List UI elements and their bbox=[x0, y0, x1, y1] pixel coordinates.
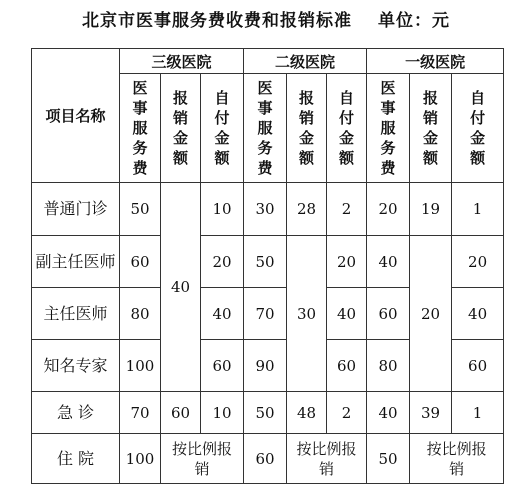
cell: 60 bbox=[201, 340, 244, 392]
cell: 40 bbox=[452, 288, 504, 340]
cell: 90 bbox=[244, 340, 287, 392]
table-row bbox=[32, 236, 504, 288]
reimburse-header: 报 销 金 额 bbox=[410, 74, 452, 183]
table-row bbox=[32, 392, 504, 434]
fee-table bbox=[31, 48, 504, 484]
cell: 20 bbox=[201, 236, 244, 288]
cell: 10 bbox=[201, 183, 244, 236]
cell: 40 bbox=[367, 236, 410, 288]
cell: 19 bbox=[410, 183, 452, 236]
row-name: 普通门诊 bbox=[32, 183, 120, 236]
reimburse-header: 报 销 金 额 bbox=[161, 74, 201, 183]
page-title bbox=[0, 6, 532, 31]
cell: 50 bbox=[367, 434, 410, 484]
merged-cell-l1-reimb: 20 bbox=[410, 236, 452, 392]
cell: 70 bbox=[244, 288, 287, 340]
level2-header: 二级医院 bbox=[244, 49, 367, 74]
unit-label: 单位：元 bbox=[378, 11, 450, 31]
reimburse-header: 报 销 金 额 bbox=[287, 74, 327, 183]
level1-header: 一级医院 bbox=[367, 49, 504, 74]
cell: 20 bbox=[367, 183, 410, 236]
cell: 60 bbox=[120, 236, 161, 288]
proportional-cell bbox=[161, 434, 244, 484]
proportional-cell bbox=[410, 434, 504, 484]
cell: 2 bbox=[327, 392, 367, 434]
row-name: 住 院 bbox=[32, 434, 120, 484]
cell: 40 bbox=[201, 288, 244, 340]
cell: 50 bbox=[120, 183, 161, 236]
service-fee-header: 医 事 服 务 费 bbox=[120, 74, 161, 183]
proportional-cell bbox=[287, 434, 367, 484]
cell: 20 bbox=[452, 236, 504, 288]
cell: 30 bbox=[244, 183, 287, 236]
table-row bbox=[32, 183, 504, 236]
cell: 100 bbox=[120, 434, 161, 484]
cell: 60 bbox=[452, 340, 504, 392]
cell: 80 bbox=[367, 340, 410, 392]
cell: 2 bbox=[327, 183, 367, 236]
cell: 1 bbox=[452, 392, 504, 434]
selfpay-header: 自 付 金 额 bbox=[327, 74, 367, 183]
header-row-levels bbox=[32, 49, 504, 74]
row-name: 副主任医师 bbox=[32, 236, 120, 288]
cell: 50 bbox=[244, 392, 287, 434]
merged-cell-l3-reimb: 40 bbox=[161, 183, 201, 392]
level3-header: 三级医院 bbox=[120, 49, 244, 74]
cell: 60 bbox=[161, 392, 201, 434]
row-name: 急 诊 bbox=[32, 392, 120, 434]
cell: 39 bbox=[410, 392, 452, 434]
item-name-header: 项目名称 bbox=[32, 49, 120, 183]
service-fee-header: 医 事 服 务 费 bbox=[244, 74, 287, 183]
cell: 60 bbox=[244, 434, 287, 484]
table-row bbox=[32, 434, 504, 484]
proportional-text: 按比例报销 bbox=[426, 439, 487, 478]
cell: 60 bbox=[367, 288, 410, 340]
cell: 80 bbox=[120, 288, 161, 340]
cell: 60 bbox=[327, 340, 367, 392]
cell: 20 bbox=[327, 236, 367, 288]
service-fee-header: 医 事 服 务 费 bbox=[367, 74, 410, 183]
row-name: 主任医师 bbox=[32, 288, 120, 340]
cell: 48 bbox=[287, 392, 327, 434]
selfpay-header: 自 付 金 额 bbox=[201, 74, 244, 183]
row-name: 知名专家 bbox=[32, 340, 120, 392]
merged-cell-l2-reimb: 30 bbox=[287, 236, 327, 392]
cell: 28 bbox=[287, 183, 327, 236]
proportional-text: 按比例报销 bbox=[172, 439, 233, 478]
cell: 1 bbox=[452, 183, 504, 236]
selfpay-header: 自 付 金 额 bbox=[452, 74, 504, 183]
cell: 100 bbox=[120, 340, 161, 392]
title-text: 北京市医事服务费收费和报销标准 bbox=[82, 11, 352, 31]
cell: 40 bbox=[367, 392, 410, 434]
cell: 40 bbox=[327, 288, 367, 340]
cell: 70 bbox=[120, 392, 161, 434]
proportional-text: 按比例报销 bbox=[296, 439, 357, 478]
cell: 50 bbox=[244, 236, 287, 288]
cell: 10 bbox=[201, 392, 244, 434]
